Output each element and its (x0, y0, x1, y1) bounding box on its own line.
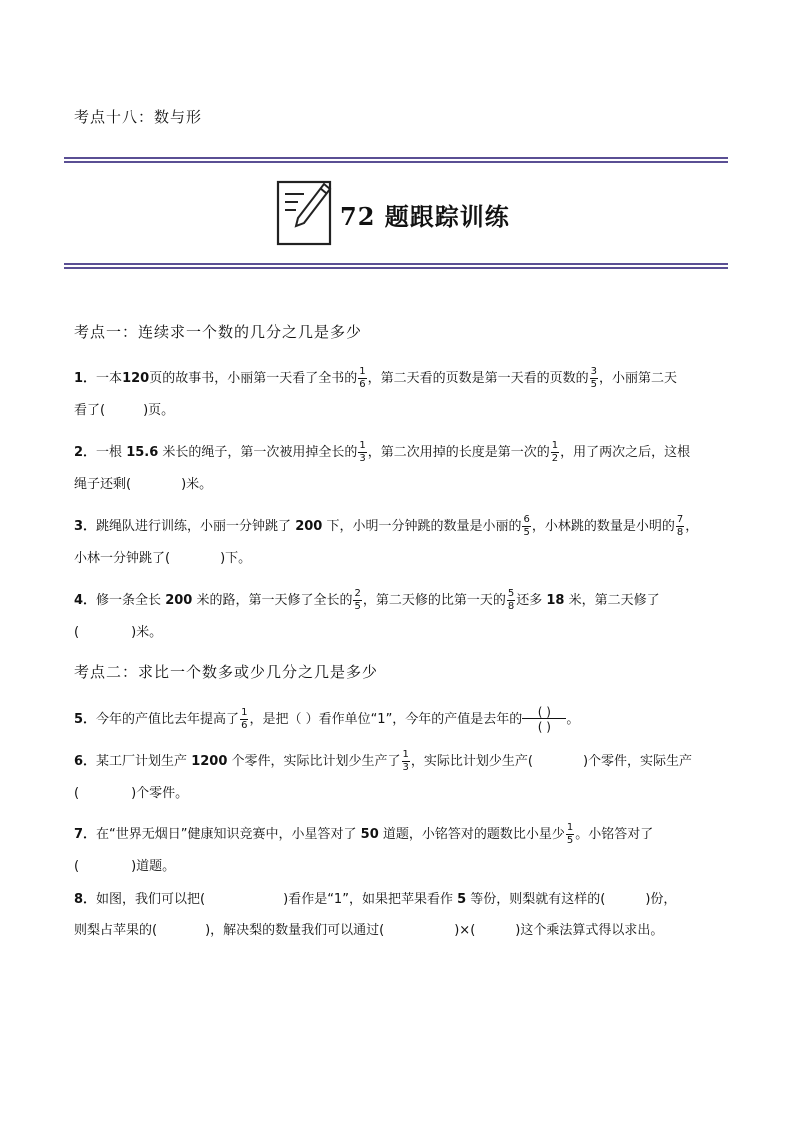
question-2-line-2: 绳子还剩( )米。 (74, 477, 213, 492)
question-6: 6．某工厂计划生产 1200 个零件，实际比计划少生产了 $\frac{1}{3}$ ，实际比计划少生产( )个零件，实际生产 (74, 749, 693, 773)
question-1-line-2: 看了( )页。 (74, 403, 175, 418)
question-number: 1． (74, 371, 97, 386)
question-number: 6． (74, 754, 97, 769)
question-3: 3．跳绳队进行训练，小丽一分钟跳了 200 下，小明一分钟跳的数量是小丽的 $\frac{6}{5}$ ，小林跳的数量是小明的 $\frac{7}{8}$ ， (74, 514, 699, 538)
question-3-line-2: 小林一分钟跳了( )下。 (74, 551, 252, 566)
question-6-line-2: ( )个零件。 (74, 786, 189, 801)
question-8: 8．如图，我们可以把( )看作是“1”，如果把苹果看作 5 等份，则梨就有这样的( )份， (74, 892, 677, 907)
question-number: 2． (74, 445, 97, 460)
training-banner (276, 178, 510, 250)
question-2: 2．一根 15.6 米长的绳子，第一次被用掉全长的 $\frac{1}{3}$ ，第二次用掉的长度是第一次的 $\frac{1}{2}$ ，用了两次之后，这根 (74, 440, 691, 464)
fraction-answer-blank[interactable]: ( ) ( ) (522, 706, 566, 733)
fraction: $\frac{2}{5}$ (354, 588, 361, 612)
bottom-divider (64, 263, 728, 269)
fraction: $\frac{1}{5}$ (566, 822, 574, 846)
question-7-line-2: ( )道题。 (74, 859, 176, 874)
fraction: $\frac{1}{3}$ (402, 749, 409, 773)
question-8-line-2: 则梨占苹果的( )，解决梨的数量我们可以通过( )×( )这个乘法算式得以求出。 (74, 923, 664, 938)
question-number: 7． (74, 827, 97, 842)
question-1: 1．一本120页的故事书，小丽第一天看了全书的 $\frac{1}{6}$ ，第二天看的页数是第一天看的页数的 $\frac{3}{5}$ ，小丽第二天 (74, 366, 677, 390)
topic-heading: 考点十八：数与形 (74, 108, 203, 126)
fraction: $\frac{7}{8}$ (676, 514, 684, 538)
notepad-pencil-icon (276, 178, 334, 250)
fraction: $\frac{3}{5}$ (590, 366, 597, 390)
fraction: $\frac{1}{2}$ (551, 440, 559, 464)
fraction: $\frac{5}{8}$ (507, 588, 515, 612)
question-5: 5．今年的产值比去年提高了 $\frac{1}{6}$ ，是把（ ）看作单位“1”，今年的产值是去年的 ( ) ( ) 。 (74, 705, 580, 734)
question-number: 3． (74, 519, 97, 534)
section-title-1: 考点一：连续求一个数的几分之几是多少 (74, 323, 363, 341)
fraction: $\frac{1}{6}$ (359, 366, 366, 390)
question-number: 5． (74, 712, 97, 727)
question-4-line-2: ( )米。 (74, 625, 163, 640)
question-number: 8． (74, 892, 97, 907)
question-7: 7．在“世界无烟日”健康知识竞赛中，小星答对了 50 道题，小铭答对的题数比小星少 $\frac{1}{5}$ 。小铭答对了 (74, 822, 654, 846)
section-title-2: 考点二：求比一个数多或少几分之几是多少 (74, 663, 379, 681)
fraction: $\frac{1}{3}$ (359, 440, 366, 464)
banner-title: 72 题跟踪训练 (340, 201, 510, 231)
question-number: 4． (74, 593, 97, 608)
fraction: $\frac{1}{6}$ (241, 707, 248, 731)
question-4: 4．修一条全长 200 米的路，第一天修了全长的 $\frac{2}{5}$ ，第二天修的比第一天的 $\frac{5}{8}$ 还多 18 米，第二天修了 (74, 588, 660, 612)
top-divider (64, 157, 728, 163)
fraction: $\frac{6}{5}$ (523, 514, 530, 538)
